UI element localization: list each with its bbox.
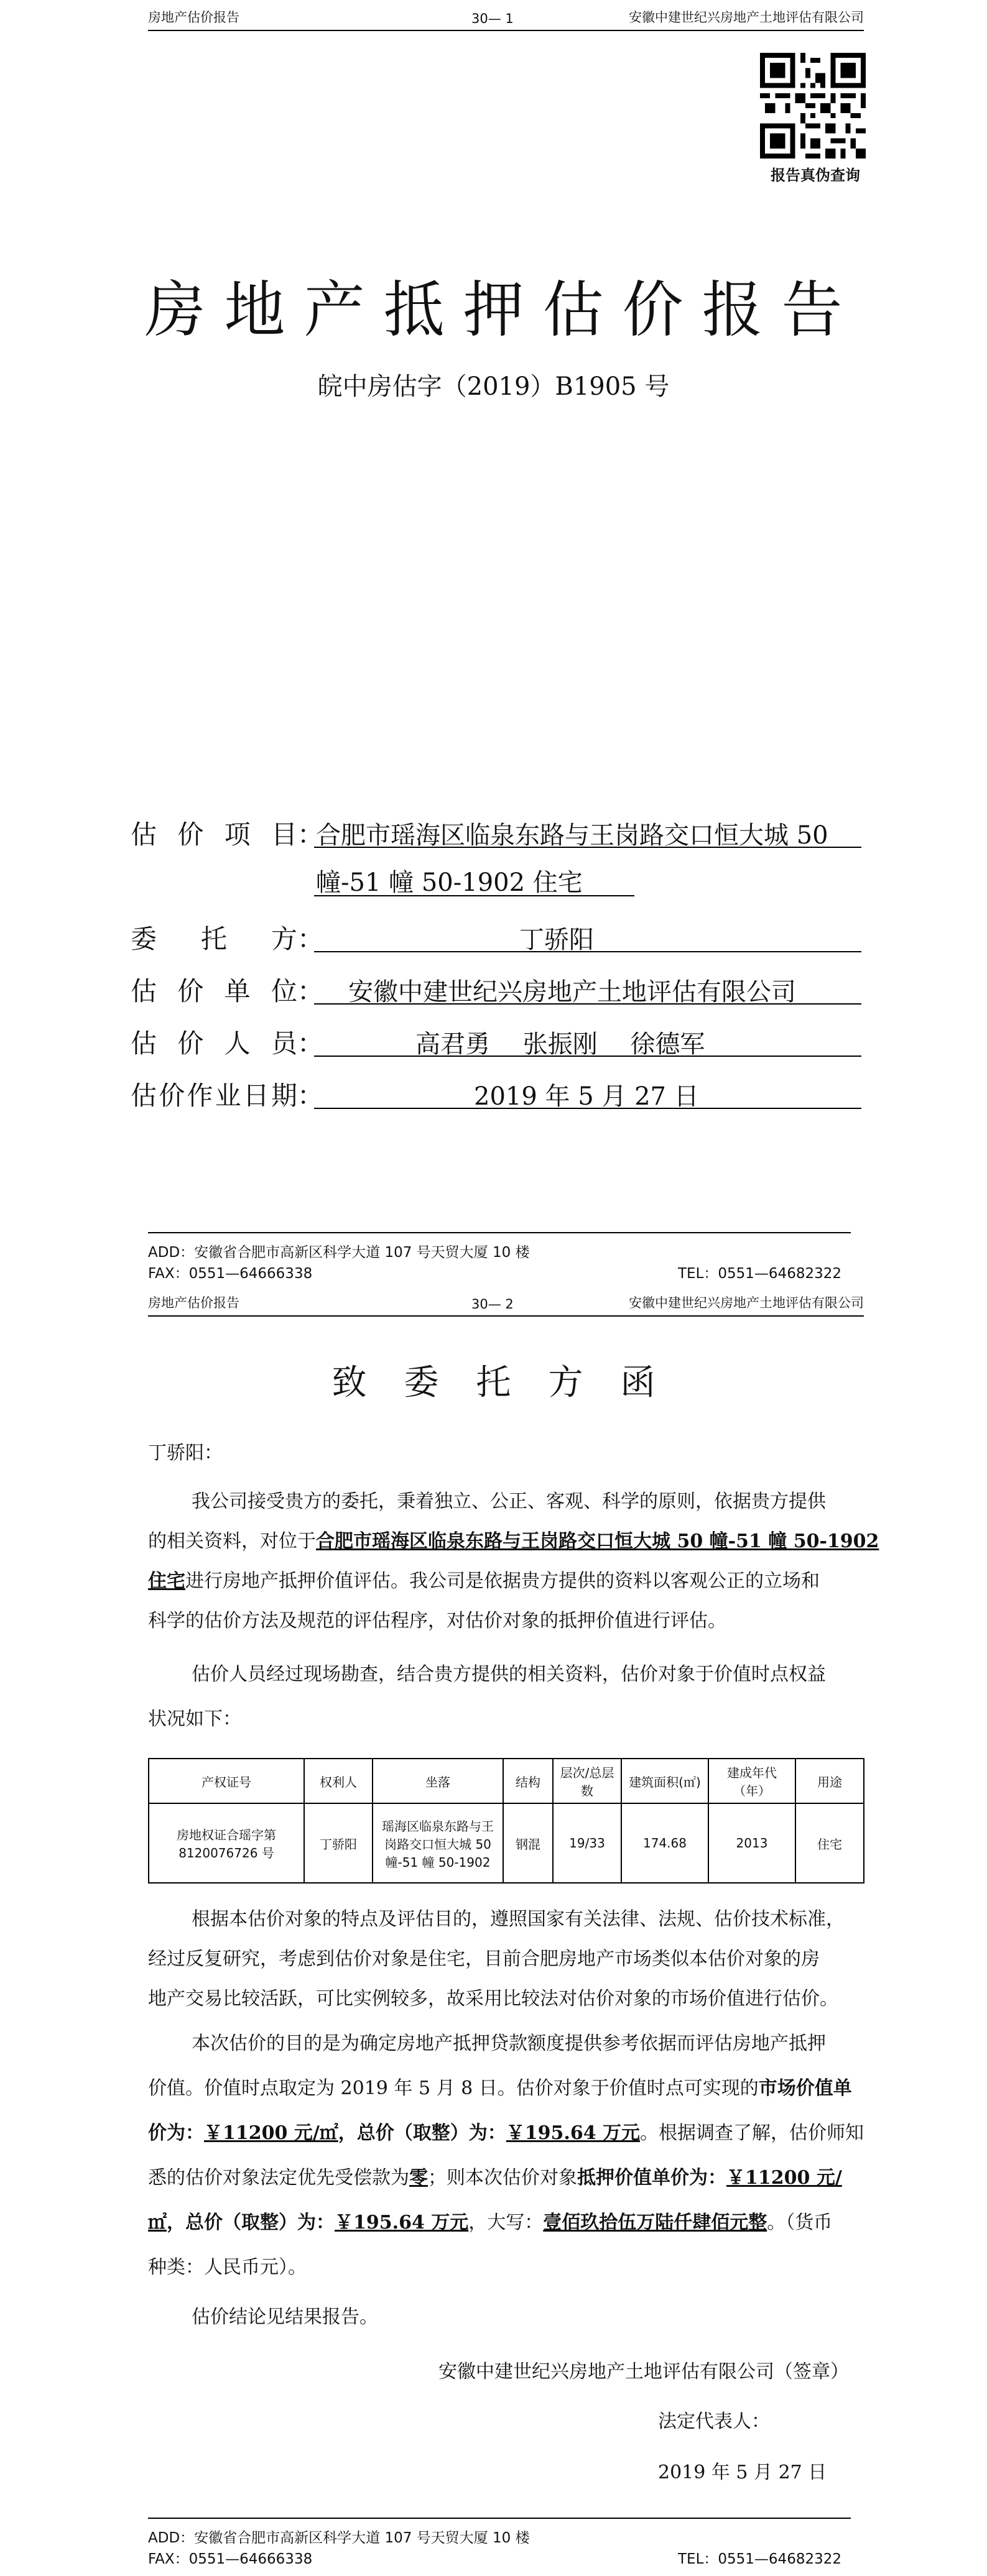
paragraph-3-line-1: 根据本估价对象的特点及评估目的，遵照国家有关法律、法规、估价技术标准，	[192, 1908, 845, 1930]
paragraph-5: 估价结论见结果报告。	[192, 2306, 378, 2328]
paragraph-4-line-5: ㎡，总价（取整）为：￥195.64 万元，大写：壹佰玖拾伍万陆仟肆佰元整。（货币	[148, 2212, 833, 2233]
paragraph-4-line-1: 本次估价的目的是为确定房地产抵押贷款额度提供参考依据而评估房地产抵押	[192, 2033, 826, 2054]
property-table	[148, 1758, 864, 1884]
divider	[314, 1056, 861, 1057]
table-cell: 19/33	[553, 1803, 621, 1883]
paragraph-4-line-6: 种类：人民币元）。	[148, 2256, 307, 2278]
field-client-label: 委托方：	[131, 924, 324, 954]
header-right: 安徽中建世纪兴房地产土地评估有限公司	[629, 10, 864, 25]
market-unit-price: ￥11200 元/㎡	[204, 2122, 338, 2144]
footer-tel: TEL：0551—64682322	[678, 2551, 841, 2567]
footer-divider	[148, 1232, 851, 1233]
field-appraisers-value: 高君勇 张振刚 徐德军	[415, 1030, 705, 1059]
paragraph-1-line-2: 的相关资料，对位于合肥市瑶海区临泉东路与王岗路交口恒大城 50 幢-51 幢 50-1902	[148, 1530, 879, 1552]
mortgage-total-price: ￥195.64 万元	[335, 2212, 469, 2233]
paragraph-4-line-3: 价为：￥11200 元/㎡，总价（取整）为：￥195.64 万元。根据调查了解，估价师知	[148, 2122, 864, 2144]
field-date-label: 估价作业日期：	[131, 1080, 324, 1111]
table-header-cell: 坐落	[373, 1759, 503, 1803]
table-header-row	[149, 1759, 864, 1803]
paragraph-4-line-4: 悉的估价对象法定优先受偿款为零；则本次估价对象抵押价值单价为：￥11200 元/	[148, 2167, 842, 2189]
header-right: 安徽中建世纪兴房地产土地评估有限公司	[629, 1295, 864, 1310]
table-cell: 钢混	[503, 1803, 553, 1883]
letter-title: 致委托方函	[331, 1363, 693, 1403]
paragraph-2-line-1: 估价人员经过现场勘查，结合贵方提供的相关资料，估价对象于价值时点权益	[192, 1663, 826, 1685]
table-header-cell: 权利人	[304, 1759, 373, 1803]
field-appraiser-org-label: 估价单位：	[131, 976, 324, 1006]
field-project-value-1: 合肥市瑶海区临泉东路与王岗路交口恒大城 50	[316, 821, 828, 850]
signature-company: 安徽中建世纪兴房地产土地评估有限公司（签章）	[438, 2361, 849, 2383]
paragraph-2-line-2: 状况如下：	[148, 1708, 241, 1730]
header-page-number: 30— 2	[471, 1297, 514, 1312]
market-total-price: ￥195.64 万元	[506, 2122, 641, 2144]
field-project-label: 估价项目：	[131, 819, 324, 850]
qr-caption: 报告真伪查询	[771, 167, 860, 184]
report-title: 房地产抵押估价报告	[144, 275, 861, 346]
field-client-value: 丁骄阳	[519, 926, 594, 954]
divider	[314, 951, 861, 952]
field-project-value-2: 幢-51 幢 50-1902 住宅	[316, 868, 583, 897]
table-header-cell: 产权证号	[149, 1759, 304, 1803]
table-cell: 丁骄阳	[304, 1803, 373, 1883]
header-page-number: 30— 1	[471, 11, 514, 26]
mortgage-unit-price: ￥11200 元/	[726, 2167, 842, 2189]
table-cell: 住宅	[795, 1803, 864, 1883]
document-number: 皖中房估字（2019）B1905 号	[317, 372, 670, 401]
header-left: 房地产估价报告	[148, 1295, 239, 1310]
header-left: 房地产估价报告	[148, 10, 239, 25]
signature-date: 2019 年 5 月 27 日	[658, 2462, 827, 2483]
signature-representative: 法定代表人：	[658, 2411, 770, 2432]
divider	[314, 1108, 861, 1109]
table-cell: 174.68	[621, 1803, 708, 1883]
footer-fax: FAX：0551—64666338	[148, 2551, 313, 2567]
field-appraisers-label: 估价人员：	[131, 1028, 324, 1059]
paragraph-1-line-3: 住宅进行房地产抵押价值评估。我公司是依据贵方提供的资料以客观公正的立场和	[148, 1570, 820, 1592]
page-header	[148, 1290, 864, 1317]
paragraph-3-line-3: 地产交易比较活跃，可比实例较多，故采用比较法对估价对象的市场价值进行估价。	[148, 1988, 838, 2010]
property-address: 合肥市瑶海区临泉东路与王岗路交口恒大城 50 幢-51 幢 50-1902	[316, 1530, 879, 1552]
table-header-cell: 结构	[503, 1759, 553, 1803]
table-cell: 瑶海区临泉东路与王岗路交口恒大城 50 幢-51 幢 50-1902	[373, 1803, 503, 1883]
field-date-value: 2019 年 5 月 27 日	[474, 1082, 699, 1111]
page-header	[148, 5, 864, 31]
paragraph-1-line-4: 科学的估价方法及规范的评估程序，对估价对象的抵押价值进行评估。	[148, 1610, 726, 1632]
field-appraiser-org-value: 安徽中建世纪兴房地产土地评估有限公司	[348, 978, 796, 1006]
qr-code-icon[interactable]	[760, 53, 866, 159]
divider	[314, 847, 861, 848]
table-header-cell: 建成年代（年）	[708, 1759, 795, 1803]
table-header-cell: 用途	[795, 1759, 864, 1803]
footer-fax: FAX：0551—64666338	[148, 1266, 313, 1282]
table-cell: 房地权证合瑶字第 8120076726 号	[149, 1803, 304, 1883]
footer-tel: TEL：0551—64682322	[678, 1266, 841, 1282]
cover-page	[0, 0, 987, 1286]
divider	[314, 1003, 861, 1005]
paragraph-1-line-1: 我公司接受贵方的委托，秉着独立、公正、客观、科学的原则，依据贵方提供	[192, 1491, 826, 1512]
table-header-cell: 层次/总层数	[553, 1759, 621, 1803]
paragraph-3-line-2: 经过反复研究，考虑到估价对象是住宅，目前合肥房地产市场类似本估价对象的房	[148, 1948, 820, 1970]
footer-address: ADD：安徽省合肥市高新区科学大道 107 号天贸大厦 10 楼	[148, 1244, 530, 1261]
table-row	[149, 1803, 864, 1883]
table-cell: 2013	[708, 1803, 795, 1883]
divider	[314, 895, 634, 896]
footer-divider	[148, 2518, 851, 2519]
amount-in-words: 壹佰玖拾伍万陆仟肆佰元整	[543, 2212, 767, 2233]
footer-address: ADD：安徽省合肥市高新区科学大道 107 号天贸大厦 10 楼	[148, 2530, 530, 2546]
table-header-cell: 建筑面积(㎡)	[621, 1759, 708, 1803]
paragraph-4-line-2: 价值。价值时点取定为 2019 年 5 月 8 日。估价对象于价值时点可实现的市场价值单	[148, 2077, 852, 2099]
salutation: 丁骄阳：	[148, 1442, 223, 1464]
